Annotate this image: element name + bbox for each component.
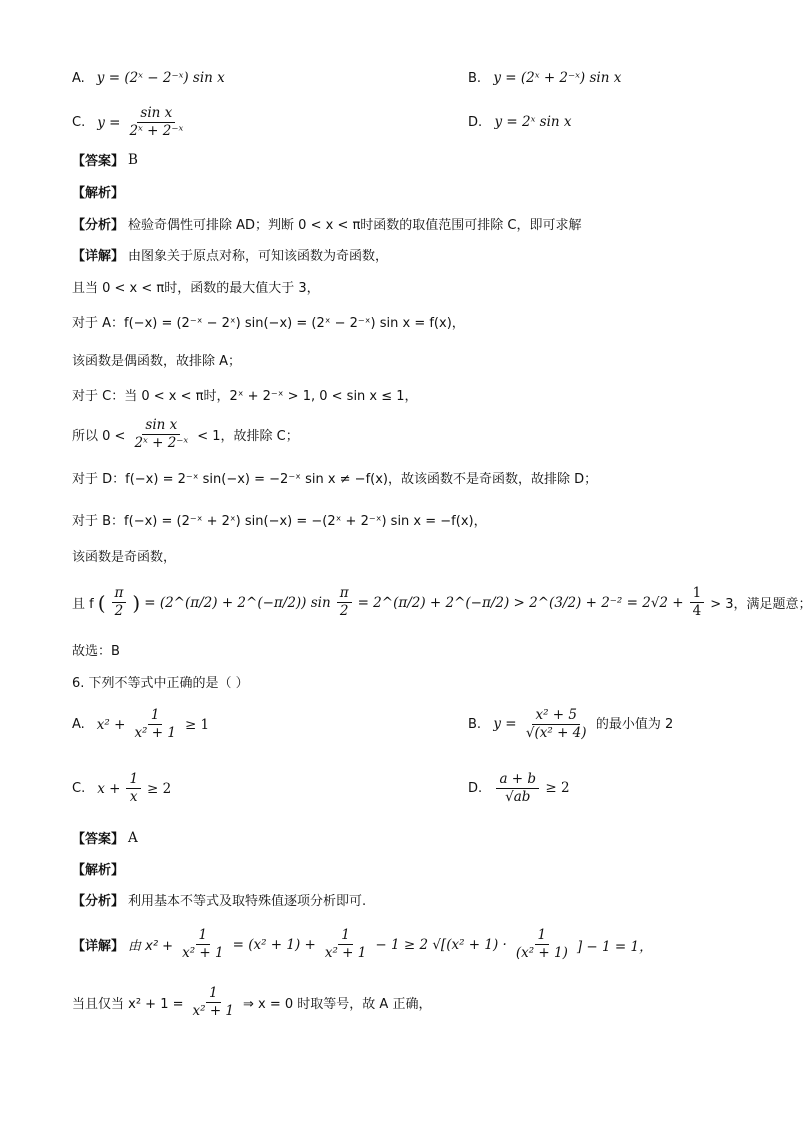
q5-answer-tag: 【答案】 <box>72 154 125 169</box>
q6-xj-mid: = (x² + 1) + <box>232 936 316 953</box>
q6-option-d-post: ≥ 2 <box>545 780 570 796</box>
q6-last-row <box>72 986 754 1019</box>
q5-detail-row-5 <box>72 385 754 404</box>
q6-option-d-label: D. <box>468 781 483 796</box>
q5-detail-line-5: 对于 C：当 0 < x < π时，2ˣ + 2⁻ˣ > 1, 0 < sin x ≤ 1， <box>72 389 418 404</box>
q5-pi-over-2-a <box>112 586 127 619</box>
q5-line6-numerator: sin x <box>142 418 180 435</box>
q6-last-num: 1 <box>206 986 221 1003</box>
q6-option-b-fraction <box>523 708 590 741</box>
q6-option-c-pre: x + <box>97 780 121 797</box>
q6-xj-post: ] − 1 = 1， <box>576 938 653 955</box>
q6-xj-f3-den: (x² + 1) <box>515 945 568 961</box>
q6-answer-value: A <box>128 829 138 846</box>
q6-last-post: ⇒ x = 0 时取等号，故 A 正确， <box>243 997 432 1012</box>
q5-analysis-tag: 【解析】 <box>72 186 125 201</box>
q6-option-b-pre: y = <box>493 716 517 732</box>
q5-detail-line-10-mid: = (2^(π/2) + 2^(−π/2)) sin <box>144 594 331 611</box>
q5-detail-line-7: 对于 D：f(−x) = 2⁻ˣ sin(−x) = −2⁻ˣ sin x ≠ −f(x)，故该函数不是奇函数，故排除 D； <box>72 472 598 487</box>
q6-option-c-row <box>72 772 754 805</box>
right-paren: ) <box>132 590 141 615</box>
q6-option-a-row <box>72 708 754 741</box>
q5-detail-line-4: 该函数是偶函数，故排除 A； <box>72 354 242 369</box>
q6-option-c-label: C. <box>72 781 86 796</box>
q5-detail-line-10-pre: 且 f <box>72 597 94 612</box>
q6-option-b-label: B. <box>468 717 482 732</box>
q6-xj-f2-num: 1 <box>338 928 353 945</box>
q6-xj-fraction-1 <box>179 928 227 961</box>
pi-numerator-b: π <box>337 586 352 603</box>
q5-option-a-row <box>72 70 754 86</box>
q5-option-c-label: C. <box>72 115 86 130</box>
q6-xj-fraction-2 <box>322 928 370 961</box>
q5-detail-row-4 <box>72 350 754 369</box>
q5-detail-line-3: 对于 A：f(−x) = (2⁻ˣ − 2ˣ) sin(−x) = (2ˣ − 2⁻ˣ) sin x = f(x)， <box>72 316 465 331</box>
q5-option-a-label: A. <box>72 70 85 86</box>
q6-option-a-label: A. <box>72 717 85 732</box>
pi-numerator: π <box>112 586 127 603</box>
q6-xj-pre: 由 x² + <box>128 939 174 954</box>
q6-option-c-post: ≥ 2 <box>147 780 172 797</box>
q5-detail-row-10 <box>72 585 812 619</box>
q5-option-b <box>468 70 621 86</box>
q5-analysis-row <box>72 182 754 201</box>
q6-answer-row <box>72 828 754 847</box>
two-denominator: 2 <box>114 603 124 619</box>
q5-option-c-row <box>72 106 754 139</box>
q5-line6-denominator: 2ˣ + 2⁻ˣ <box>134 435 189 451</box>
q6-option-d-numerator: a + b <box>496 772 539 789</box>
q6-answer-tag: 【答案】 <box>72 832 125 847</box>
q6-xj-f2-den: x² + 1 <box>324 945 367 961</box>
q6-option-a-post: ≥ 1 <box>184 716 210 733</box>
q6-last-pre: 当且仅当 x² + 1 = <box>72 997 184 1012</box>
q5-answer-row <box>72 150 754 169</box>
four-denominator: 4 <box>692 603 702 619</box>
q5-choose-row <box>72 640 754 659</box>
left-paren: ( <box>97 590 106 615</box>
q5-option-d-label: D. <box>468 115 483 130</box>
q6-xiangjie-row <box>72 928 754 961</box>
q6-analysis-tag: 【解析】 <box>72 863 125 878</box>
q5-fenxi-row <box>72 214 754 233</box>
q6-xj-f1-num: 1 <box>196 928 211 945</box>
q5-option-d <box>468 114 572 130</box>
q5-choose: 故选：B <box>72 644 120 659</box>
q5-xiangjie-row <box>72 245 754 264</box>
q6-option-c-denominator: x <box>129 789 138 805</box>
q5-detail-line-10-end: > 3，满足题意； <box>710 597 812 612</box>
q5-fenxi-text: 检验奇偶性可排除 AD；判断 0 < x < π时函数的取值范围可排除 C，即可求解 <box>128 218 582 233</box>
q5-option-c-lhs: y = <box>97 114 121 131</box>
q5-detail-row-2 <box>72 277 754 296</box>
q5-option-c-numerator: sin x <box>137 106 175 123</box>
q6-xj-mid2: − 1 ≥ 2 √[(x² + 1) · <box>375 936 507 953</box>
q5-detail-line-1: 由图象关于原点对称，可知该函数为奇函数， <box>128 249 389 264</box>
q6-xj-f3-num: 1 <box>535 928 550 945</box>
q5-detail-row-8 <box>72 510 754 529</box>
q6-last-den: x² + 1 <box>192 1003 235 1019</box>
q5-detail-line-6-fraction <box>131 418 191 451</box>
q5-xiangjie-tag: 【详解】 <box>72 249 125 264</box>
q6-option-c-numerator: 1 <box>126 772 141 789</box>
two-denominator-b: 2 <box>339 603 349 619</box>
q5-detail-line-10-post: = 2^(π/2) + 2^(−π/2) > 2^(3/2) + 2⁻² = 2√2 + <box>357 594 684 611</box>
q6-option-b <box>468 708 673 741</box>
q5-one-quarter <box>690 586 705 619</box>
q5-detail-line-6-post: < 1，故排除 C； <box>197 429 299 444</box>
q5-option-c-denominator: 2ˣ + 2⁻ˣ <box>129 123 184 139</box>
q5-detail-row-7 <box>72 468 754 487</box>
q6-xj-fraction-3 <box>513 928 571 961</box>
q6-option-d <box>468 772 570 805</box>
q6-option-a-numerator: 1 <box>148 708 163 725</box>
q6-option-b-denominator: √(x² + 4) <box>525 725 587 741</box>
q6-stem-row <box>72 672 754 691</box>
q5-detail-row-3 <box>72 312 754 331</box>
q5-answer-value: B <box>128 151 138 168</box>
q6-option-d-fraction <box>496 772 539 805</box>
q5-option-a-expr: y = (2ˣ − 2⁻ˣ) sin x <box>96 70 225 86</box>
q5-option-b-label: B. <box>468 71 482 86</box>
q5-detail-line-8: 对于 B：f(−x) = (2⁻ˣ + 2ˣ) sin(−x) = −(2ˣ + 2⁻ˣ) sin x = −f(x)， <box>72 514 487 529</box>
q6-analysis-row <box>72 859 754 878</box>
q5-option-b-expr: y = (2ˣ + 2⁻ˣ) sin x <box>493 70 622 86</box>
q6-option-b-post: 的最小值为 2 <box>595 717 674 732</box>
one-numerator: 1 <box>690 586 705 603</box>
q6-option-a-pre: x² + <box>96 716 126 733</box>
q5-detail-line-2: 且当 0 < x < π时，函数的最大值大于 3， <box>72 281 320 296</box>
q6-fenxi-text: 利用基本不等式及取特殊值逐项分析即可. <box>128 894 367 909</box>
q6-option-a-denominator: x² + 1 <box>134 725 176 741</box>
q5-option-c-fraction <box>126 106 186 139</box>
q6-option-b-numerator: x² + 5 <box>532 708 580 725</box>
q6-option-d-denominator: √ab <box>505 789 531 805</box>
q5-pi-over-2-b <box>337 586 352 619</box>
q5-detail-row-9 <box>72 546 754 565</box>
q6-option-a-fraction <box>131 708 179 741</box>
q5-detail-line-9: 该函数是奇函数， <box>72 550 177 565</box>
q5-detail-row-6 <box>72 418 754 451</box>
q5-fenxi-tag: 【分析】 <box>72 218 125 233</box>
q6-last-fraction <box>190 986 238 1019</box>
q5-detail-line-6-pre: 所以 0 < <box>72 429 126 444</box>
q6-fenxi-row <box>72 890 754 909</box>
q6-fenxi-tag: 【分析】 <box>72 894 125 909</box>
q6-xj-f1-den: x² + 1 <box>182 945 224 961</box>
q6-stem: 6. 下列不等式中正确的是（ ） <box>72 676 249 691</box>
q6-xiangjie-tag: 【详解】 <box>72 939 125 954</box>
q5-option-d-expr: y = 2ˣ sin x <box>494 114 572 130</box>
q6-option-c-fraction <box>126 772 141 805</box>
